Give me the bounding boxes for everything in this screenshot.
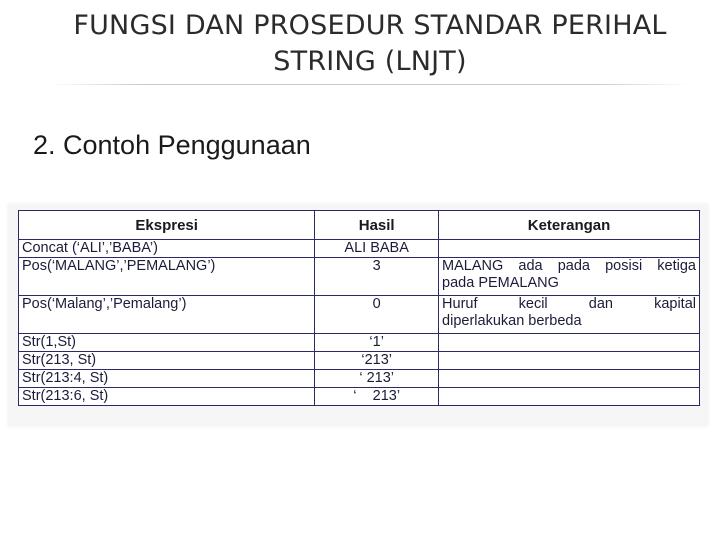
table-row	[19, 334, 700, 352]
cell-keterangan	[439, 258, 700, 296]
word: MALANG	[442, 258, 504, 274]
table-row	[19, 240, 700, 258]
cell-hasil: ‘ 213’	[315, 370, 439, 388]
cell-hasil: ALI BABA	[315, 240, 439, 258]
cell-keterangan	[439, 370, 700, 388]
cell-ekspresi: Str(213:4, St)	[19, 370, 315, 388]
cell-hasil: ‘1’	[315, 334, 439, 352]
table-row	[19, 258, 700, 296]
header-keterangan: Keterangan	[439, 211, 700, 240]
keterangan-line-1	[442, 258, 696, 275]
cell-keterangan	[439, 240, 700, 258]
table-row	[19, 388, 700, 406]
slide-title-line-1: FUNGSI DAN PROSEDUR STANDAR PERIHAL	[73, 10, 667, 41]
slide-title	[40, 8, 700, 80]
word: kapital	[654, 296, 696, 312]
section-heading: 2. Contoh Penggunaan	[33, 130, 311, 160]
cell-hasil: 0	[315, 296, 439, 334]
word: posisi	[605, 258, 643, 274]
cell-keterangan	[439, 296, 700, 334]
header-ekspresi: Ekspresi	[19, 211, 315, 240]
cell-ekspresi: Pos(‘MALANG’,’PEMALANG’)	[19, 258, 315, 296]
table-image	[8, 204, 708, 426]
slide-title-line-2: STRING (LNJT)	[273, 46, 467, 77]
word: ada	[518, 258, 543, 274]
word: kecil	[518, 296, 548, 312]
word: dan	[588, 296, 613, 312]
keterangan-line-2: diperlakukan berbeda	[442, 313, 582, 329]
cell-ekspresi: Str(1,St)	[19, 334, 315, 352]
table-row	[19, 296, 700, 334]
table-row	[19, 370, 700, 388]
table-header-row	[19, 211, 700, 240]
cell-ekspresi: Concat (‘ALI’,’BABA’)	[19, 240, 315, 258]
cell-hasil: 3	[315, 258, 439, 296]
cell-hasil: ‘ 213’	[315, 388, 439, 406]
table-row	[19, 352, 700, 370]
cell-ekspresi: Str(213:6, St)	[19, 388, 315, 406]
keterangan-line-2: pada PEMALANG	[442, 275, 559, 291]
cell-keterangan	[439, 388, 700, 406]
title-divider	[50, 84, 690, 85]
string-functions-table	[18, 210, 700, 406]
cell-ekspresi: Str(213, St)	[19, 352, 315, 370]
word: ketiga	[657, 258, 696, 274]
cell-keterangan	[439, 334, 700, 352]
cell-hasil: ‘213’	[315, 352, 439, 370]
cell-keterangan	[439, 352, 700, 370]
keterangan-line-1	[442, 296, 696, 313]
word: Huruf	[442, 296, 478, 312]
cell-ekspresi: Pos(‘Malang’,’Pemalang’)	[19, 296, 315, 334]
header-hasil: Hasil	[315, 211, 439, 240]
word: pada	[557, 258, 590, 274]
